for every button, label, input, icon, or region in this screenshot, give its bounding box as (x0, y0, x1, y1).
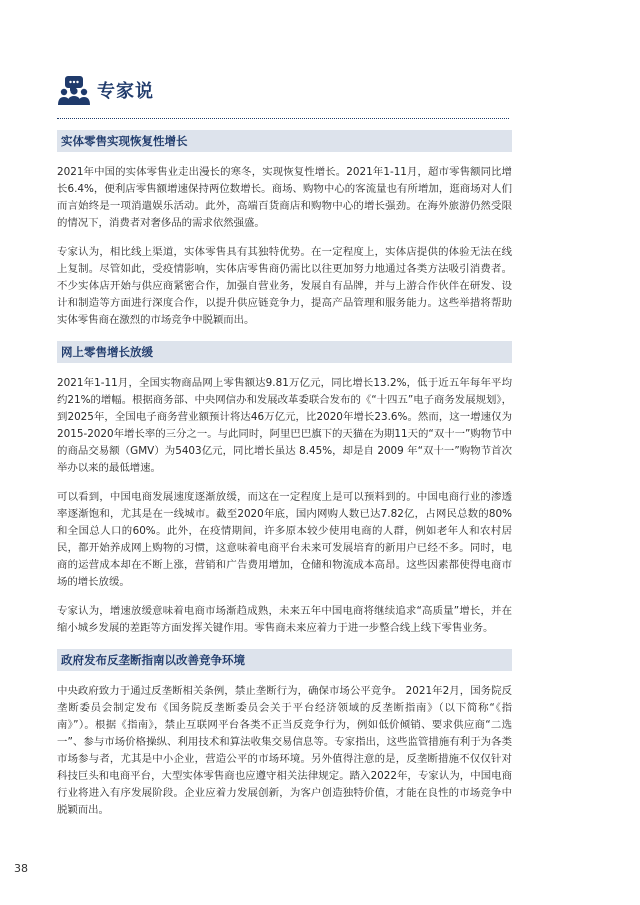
page-number: 38 (14, 862, 28, 875)
section-title-online-retail: 网上零售增长放缓 (57, 341, 512, 363)
section-title-antitrust: 政府发布反垄断指南以改善竞争环境 (57, 649, 512, 671)
experts-group-icon (57, 74, 91, 106)
paragraph: 可以看到，中国电商发展速度逐渐放缓，而这在一定程度上是可以预料到的。中国电商行业的渗透率逐渐饱和，尤其是在一线城市。截至2020年底，国内网购人数已达7.82亿，占网民总数的80%和全国总人口的60%。此外，在疫情期间，许多原本较少使用电商的人群，例如老年人和农村居民，都开始养成网上购物的习惯，这意味着电商平台未来可发展培育的新用户已经不多。同时，电商的运营成本却在不断上涨，营销和广告费用增加，仓储和物流成本高昂。这些因素都使得电商市场的增长放缓。 (57, 491, 512, 588)
article-body (57, 130, 512, 831)
paragraph: 专家认为，增速放缓意味着电商市场渐趋成熟，未来五年中国电商将继续追求“高质量”增长，并在缩小城乡发展的差距等方面发挥关键作用。零售商未来应着力于进一步整合线上线下零售业务。 (57, 605, 512, 634)
paragraph: 专家认为，相比线上渠道，实体零售具有其独特优势。在一定程度上，实体店提供的体验无法在线上复制。尽管如此，受疫情影响，实体店零售商仍需比以往更加努力地通过各类方法吸引消费者。不少实体店开始与供应商紧密合作，加强自营业务，发展自有品牌，并与上游合作伙伴在研发、设计和制造等方面进行深度合作，以提升供应链竞争力，提高产品管理和服务能力。这些举措将帮助实体零售商在激烈的市场竞争中脱颖而出。 (57, 246, 512, 326)
section-title-physical-retail: 实体零售实现恢复性增长 (57, 130, 512, 152)
paragraph: 中央政府致力于通过反垄断相关条例，禁止垄断行为，确保市场公平竞争。 2021年2月，国务院反垄断委员会制定发布《国务院反垄断委员会关于平台经济领域的反垄断指南》（以下简称“《指南》”）。根据《指南》，禁止互联网平台各类不正当反竞争行为，例如低价倾销、要求供应商“二选一”、参与市场价格操纵、利用技术和算法收集交易信息等。专家指出，这些监管措施有利于为各类市场参与者，尤其是中小企业，营造公平的市场环境。另外值得注意的是，反垄断措施不仅仅针对科技巨头和电商平台，大型实体零售商也应遵守相关法律规定。踏入2022年，专家认为，中国电商行业将进入有序发展阶段。企业应着力发展创新，为客户创造独特价值，才能在良性的市场竞争中脱颖而出。 (57, 685, 512, 816)
page-header (57, 70, 154, 110)
paragraph: 2021年中国的实体零售业走出漫长的寒冬，实现恢复性增长。2021年1-11月，超市零售额同比增长6.4%，便利店零售额增速保持两位数增长。商场、购物中心的客流量也有所增加，逛商场对人们而言始终是一项消遣娱乐活动。此外，高端百货商店和购物中心的增长强劲。在海外旅游仍然受限的情况下，消费者对奢侈品的需求依然强盛。 (57, 166, 512, 229)
paragraph: 2021年1-11月，全国实物商品网上零售额达9.81万亿元，同比增长13.2%，低于近五年每年平均约21%的增幅。根据商务部、中央网信办和发展改革委联合发布的《“十四五”电子商务发展规划》，到2025年，全国电子商务营业额预计将达46万亿元，比2020年增长23.6%。然而，这一增速仅为2015-2020年增长率的三分之一。与此同时，阿里巴巴旗下的天猫在为期11天的“双十一”购物节中的商品交易额（GMV）为5403亿元，同比增长虽达 8.45%，却是自 2009 年“双十一”购物节首次举办以来的最低增速。 (57, 377, 512, 474)
header-divider (57, 118, 509, 119)
page-title: 专家说 (97, 81, 154, 102)
